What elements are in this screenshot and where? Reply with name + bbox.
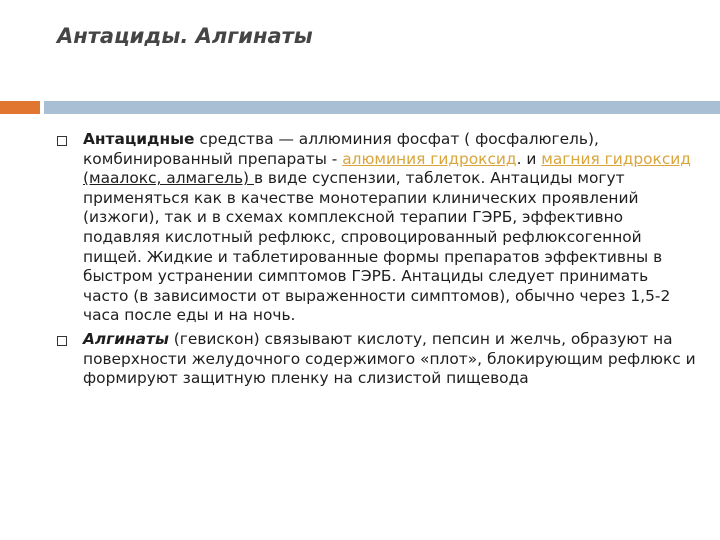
underlined-brand-names: (маалокс, алмагель) bbox=[83, 169, 254, 188]
link-magnesium-hydroxide[interactable]: магния гидроксид bbox=[541, 149, 691, 168]
bullet-text: в виде суспензии, таблеток. Антациды могут применяться как в качестве монотерапии клинических проявлений (изжоги), так и в схемах комплексной терапии ГЭРБ, эффективно подавляя кислотный рефлюкс, спровоцированный рефлюксогенной пищей. Жидкие и таблетированные формы препаратов эффективны в быстром устранении симптомов ГЭРБ. Антациды следует принимать часто (в зависимости от выраженности симптомов), обычно через 1,5-2 часа после еды и на ночь. bbox=[83, 169, 671, 325]
square-bullet-icon bbox=[57, 136, 67, 146]
term-antacids: Антацидные bbox=[83, 130, 195, 148]
divider-accent-orange bbox=[0, 101, 40, 114]
square-bullet-icon bbox=[57, 336, 67, 346]
bullet-text: (гевискон) связывают кислоту, пепсин и желчь, образуют на поверхности желудочного содержимого «плот», блокирующим рефлюкс и формируют защитную пленку на слизистой пищевода bbox=[83, 329, 696, 388]
bullet-text: средства — аллюминия фосфат ( фосфалюгель), комбинированный препараты - bbox=[83, 130, 599, 168]
divider-bar-blue bbox=[44, 101, 720, 114]
bullet-alginates bbox=[57, 330, 697, 389]
slide-title: Антациды. Алгинаты bbox=[57, 24, 313, 48]
bullet-list bbox=[57, 130, 697, 393]
link-aluminium-hydroxide[interactable]: алюминия гидроксид bbox=[342, 149, 517, 168]
bullet-antacids bbox=[57, 130, 697, 326]
bullet-text: . и bbox=[516, 149, 542, 168]
term-alginates: Алгинаты bbox=[83, 329, 169, 348]
